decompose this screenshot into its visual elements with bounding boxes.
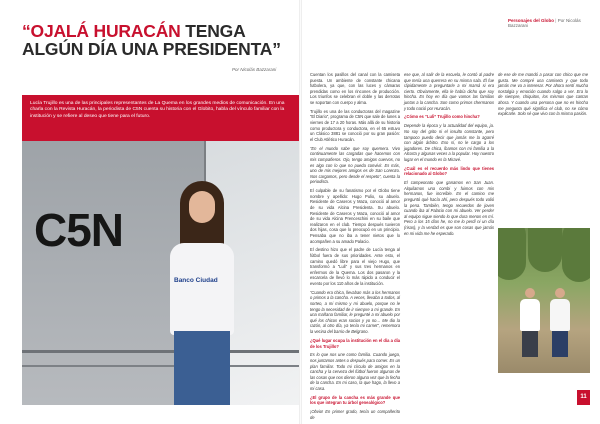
- figure-shirt: [170, 243, 234, 335]
- col1-paragraph: “Cuando era chica, llevaban más a los hermanos o primos a la cancha. A veces, llevaba a todos, al sorteo, a mi mismo y mi abuelo, porque no le tengo la necesidad de ir siempre a mi grande. En una mañana familiar, le pregunté a mi abuelo por qué los chicos eran socios y yo no… Me dio la razón, al otro día, ya tenía mi carnet”, rememora la vecina del barrio de Belgrano.: [310, 289, 400, 335]
- interview-question: ¿Cuál es el recuerdo más lindo que tienes relacionado al Globo?: [404, 165, 494, 177]
- interview-answer: ese que, al salir de la escuela, le contó al padre que tenía una querrera en su misma sala. Él fue rápidamente a preguntarle a mi mamá si era cierto. Obviamente, ella le había dicho que soy hincha. Es hoy en día que vamos las familias juntas a la cancha. Son como primos chermanos y todo nació por Huracán.: [404, 72, 494, 111]
- interview-question: ¿El grupo de la cancha es más grande que los que integran tu árbol genealógico?: [310, 394, 400, 406]
- col1-paragraph: El destino hizo que el padre de Lucía tenga al fútbol fuera de sus prioridades. Ante esto, el camino quedó libre para el viejo Hugo, que transformó a “Luli” y sus tres hermanos en enfermos de la Quema. Los dos pasaron y la escarcela de llevó lo más rápido a conducir el evento por los 110 años de la institución.: [310, 247, 400, 286]
- figure-jeans: [174, 331, 230, 405]
- person-legs: [522, 331, 538, 357]
- studio-photo: [22, 141, 299, 405]
- journalist-figure: [162, 181, 242, 405]
- running-head-author: Por Nicolás Bazzarani: [508, 18, 581, 28]
- shirt-sponsor: Banco Ciudad: [174, 277, 218, 284]
- col1-paragraph: “En el mundo sabe que soy quemera. Vivo continuamente las cargadas que hacemos con mis compañeros. Ojo, tengo amigos cuervos, no es algo con lo que no pueda convivir. Es más, uno de mis mejores amigos es de San Lorenzo. Nos cargamos, pero desde el respeto”, cuenta la periodista.: [310, 145, 400, 185]
- col1-paragraph: El culpable de su fanatismo por el Globo tiene nombre y apellido: Hugo Pulio, su abuelo. Residente de Caseros y Maza, conoció al amor de su vida Alcina Presidenta. Su abuelo. Residente de Caseros y Maza, conoció al amor de su vida Alcina Prenceschini en su baile que realizaron en el club. Tiempo después tuvieron dos hijas, cosa que lo preocupó en un principio. Pensaba que no iba a tener nietos que lo acompañen a su amado Palacio.: [310, 188, 400, 244]
- figure-face: [189, 191, 215, 223]
- page-number: 11: [577, 390, 590, 405]
- article-headline: [22, 22, 297, 58]
- person-legs: [552, 331, 568, 357]
- interview-question: ¿Qué lugar ocupa la institución en el día a día de los Trujillo?: [310, 337, 400, 349]
- headline-highlight: “OJALÁ HURACÁN: [22, 21, 181, 41]
- text-column-1: [310, 72, 400, 424]
- person-body: [550, 299, 570, 331]
- text-column-2: [404, 72, 494, 240]
- photo-tree: [498, 228, 526, 280]
- photo-person: [520, 288, 540, 357]
- intro-text: Lucía Trujillo es una de las principales representantes de La Quema en los grandes medios de comunicación. En una charla con la Revista Huracán, la periodista de C5N cuenta su historia con el Globito, habla del vínculo familiar con la institución y se refiere al deseo que tiene para el futuro.: [30, 101, 285, 119]
- headline-line2: ALGÚN DÍA UNA PRESIDENTA”: [22, 39, 281, 59]
- photo-railing: [22, 350, 299, 353]
- intro-box: [22, 95, 299, 141]
- interview-answer: Es lo que nos une como familia. Cuando juega, nos juntamos antes o después para comer. Es un plan familiar. Todo mi círculo de amigos en la cancha y la cerveza del fútbol fueron algunas de las cosas que nos dieron alguna vez que la fecha de la cancha. En mi caso, la que hago, la llevo a mi casa.: [310, 352, 400, 391]
- interview-answer: ¡Obvio! En primer grado, tenía un compañerito de: [310, 409, 400, 420]
- person-head: [525, 288, 535, 298]
- page-gutter: [299, 0, 302, 424]
- interview-answer: de ese de me mandó a pasar con chico que me gusta. Me compré una camiseta y que todo jamás me va a interesar. Por ahora sentí mucha nostalgia y emoción cuando salgo a ver. Era lo de siempre, chiquitos, los mismos que cantan ahora. Y cuando una persona que no es hincha me pregunta qué significa el club, no se cómo explicarle. Solo sé que vivo con la misma pasión.: [498, 72, 588, 117]
- interview-question: ¿Cómo es “Luli” Trujillo como hincha?: [404, 114, 480, 120]
- col1-paragraph: Cuentan los pasillos del canal con la camiseta puesta. Un ambiente de constante chicana futbolera, ya que, con las luces y cámaras prendidas como en los rincones de producción. Los triunfos se celebran el doble y las derrotas se soportan con cuerpo y alma.: [310, 72, 400, 105]
- photo-tree: [562, 228, 590, 282]
- headline-rest: TENGA: [180, 21, 246, 41]
- person-body: [520, 299, 540, 331]
- photo-person: [550, 288, 570, 357]
- family-photo: [498, 228, 590, 373]
- photo-tree: [528, 228, 562, 272]
- c5n-sign: C5N: [34, 204, 124, 256]
- article-byline: Por Nicolás Bazzarani: [232, 67, 277, 72]
- photo-railing-lower: [22, 365, 299, 367]
- col1-paragraph: Trujillo es una de las conductoras del magazine “El Diario”, programa de C5N que sale de lunes a viernes de 17 a 20 horas. Más allá de su historia como productora y conductora, en el 65 estuvo un Clásico 3881 se conoció por su gran pasión: el Club Atlético Huracán.: [310, 108, 400, 142]
- interview-answer: Depende la época y la actualidad del equipo, ja. No soy del grito ni el insulto constante, pero tampoco puedo decir que jamás me la agarré con algún árbitro. Eso sí, no le cargo a los jugadores. De chica, íbamos con mi familia a la Alcorta y algunas veces a la popular. Hoy nuestro lugar en el mundo es la Miravé.: [404, 123, 494, 162]
- text-column-3: [498, 72, 588, 120]
- running-head-section: Personajes del Globo: [508, 18, 555, 23]
- running-head: [508, 18, 600, 28]
- person-head: [555, 288, 565, 298]
- running-head-separator: |: [554, 18, 558, 23]
- interview-answer: El campeonato que ganamos en San Juan. Alquilamos una combi y fuimos con mis hermanos, fue increíble. En el camino me preguntó qué hacía ahí, pero después todo valió la pena. También, tengo recuerdos de joven cuando iba al Palacio con mi abuelo. Ver perder al equipo sigue siendo lo que dura menos en mí. Pero a los 15 días he, no me lo perdí ni un día (risas), y la verdad es que son cosas que jamás en mi vida me he esperado.: [404, 180, 494, 236]
